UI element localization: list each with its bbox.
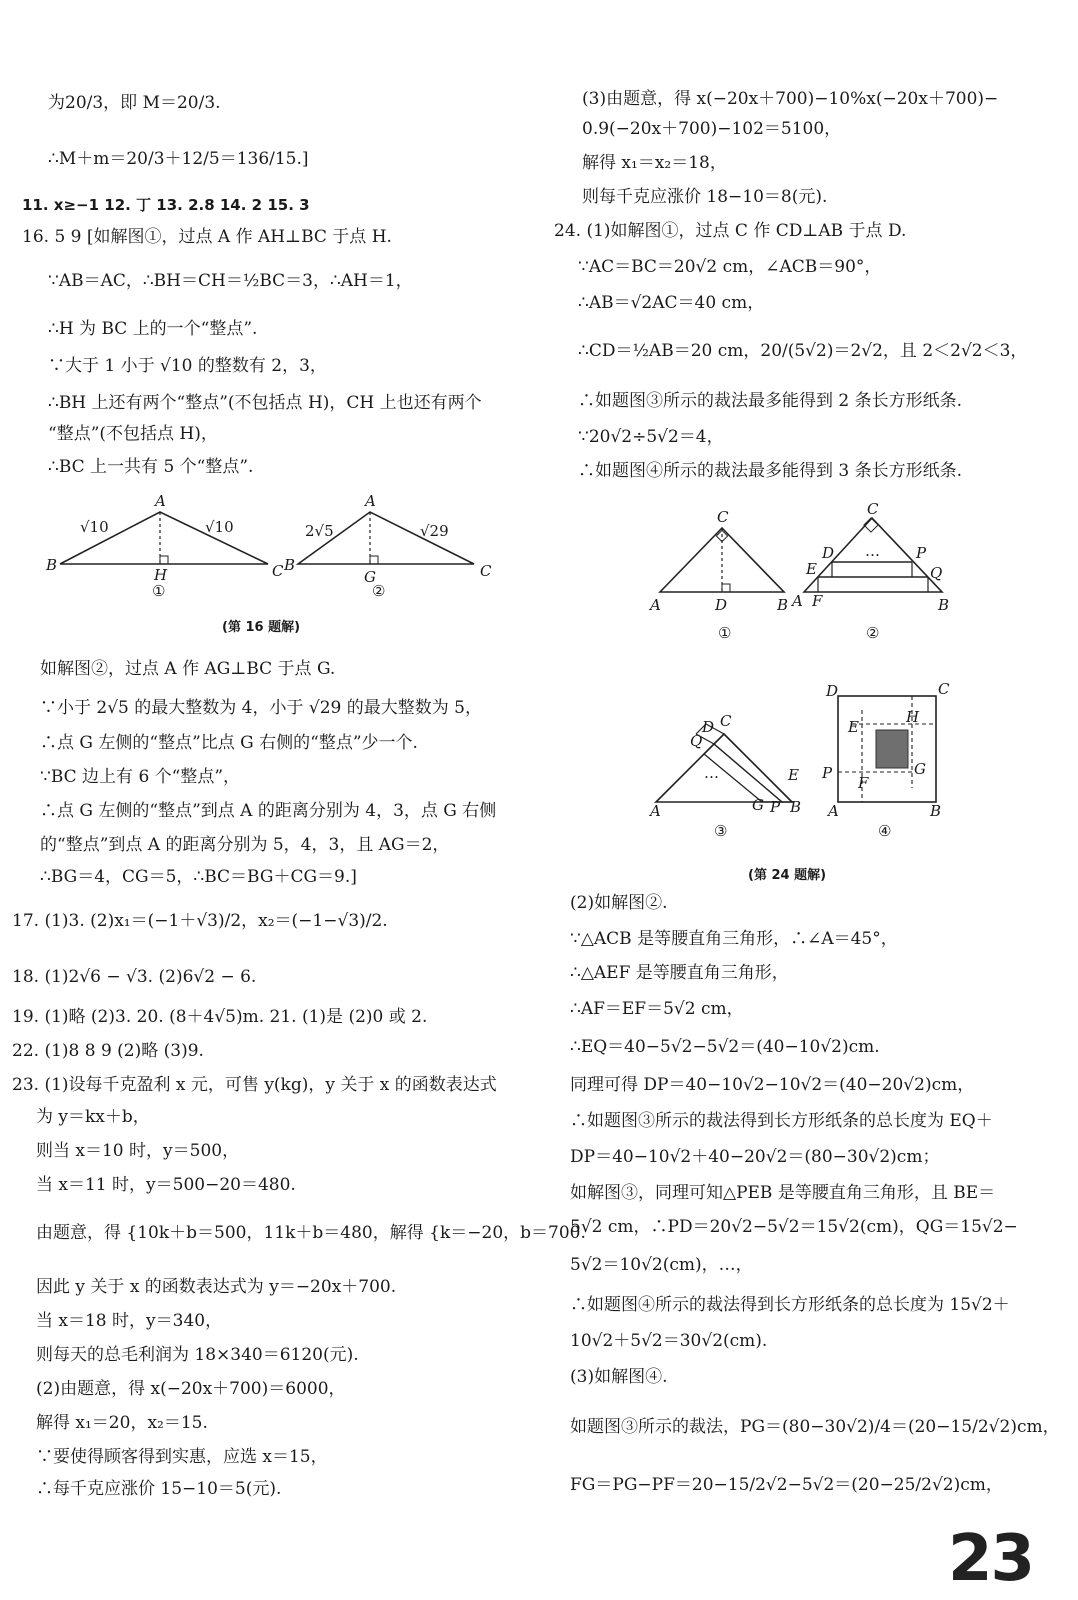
figure-24-3: [648, 712, 801, 840]
text-line: 如题图③所示的裁法，PG＝(80−30√2)/4＝(20−15/2√2)cm，: [570, 1417, 1060, 1437]
text-line: 为20/3，即 M＝20/3.: [48, 93, 221, 113]
text-line: ∵BC 边上有 6 个“整点”，: [40, 767, 241, 787]
label-D: D: [715, 596, 728, 614]
label-B: B: [790, 798, 802, 816]
triangle-2: [283, 492, 492, 600]
figure-number: ④: [878, 822, 892, 840]
text-line: 如解图③，同理可知△PEB 是等腰直角三角形，且 BE＝: [570, 1183, 996, 1203]
figure-number: ③: [714, 822, 728, 840]
label-B: B: [284, 556, 296, 574]
text-line: ∵要使得顾客得到实惠，应选 x＝15，: [36, 1447, 328, 1467]
label-Q: Q: [690, 732, 703, 750]
label-G: G: [364, 568, 376, 586]
label-B: B: [46, 556, 58, 574]
label-C: C: [717, 508, 729, 526]
label-D: D: [826, 682, 839, 700]
text-line: 当 x＝18 时，y＝340，: [36, 1311, 223, 1331]
figure-24-4: [821, 680, 950, 840]
figure-number: ②: [372, 582, 386, 600]
text-line: ∴点 G 左侧的“整点”到点 A 的距离分别为 4，3，点 G 右侧: [40, 801, 497, 821]
dots: …: [865, 542, 880, 560]
text-line: (2)如解图②.: [570, 893, 668, 913]
text-line: ∵△ACB 是等腰直角三角形，∴∠A＝45°，: [570, 929, 898, 949]
figure-number: ①: [152, 582, 166, 600]
label-A: A: [650, 596, 661, 614]
answer-line: 17. (1)3. (2)x₁＝(−1＋√3)/2，x₂＝(−1−√3)/2.: [12, 911, 388, 931]
figure-24-1: [648, 508, 788, 642]
text-line: ∵AB＝AC，∴BH＝CH＝½BC＝3，∴AH＝1，: [48, 271, 413, 291]
text-line: 5√2＝10√2(cm)，…，: [570, 1255, 753, 1275]
figure-number: ②: [866, 624, 880, 642]
label-side: 2√5: [305, 522, 334, 540]
text-line: 因此 y 关于 x 的函数表达式为 y＝−20x＋700.: [36, 1277, 397, 1297]
label-A: A: [792, 592, 803, 610]
text-line: 则当 x＝10 时，y＝500，: [36, 1141, 240, 1161]
text-line: 解得 x₁＝20，x₂＝15.: [36, 1413, 208, 1433]
text-line: ∴EQ＝40−5√2−5√2＝(40−10√2)cm.: [570, 1037, 880, 1057]
text-line: 23. (1)设每千克盈利 x 元，可售 y(kg)，y 关于 x 的函数表达式: [12, 1075, 497, 1095]
figure-caption: (第 16 题解): [222, 620, 301, 635]
text-line: 解得 x₁＝x₂＝18，: [582, 153, 727, 173]
text-line: ∴BH 上还有两个“整点”(不包括点 H)，CH 上也还有两个: [48, 393, 482, 413]
text-line: ∵AC＝BC＝20√2 cm，∠ACB＝90°，: [578, 257, 882, 277]
label-G: G: [752, 796, 764, 814]
label-H: H: [906, 708, 920, 726]
figure-caption: (第 24 题解): [748, 868, 827, 883]
label-B: B: [777, 596, 789, 614]
text-line: 5√2 cm，∴PD＝20√2−5√2＝15√2(cm)，QG＝15√2−: [570, 1217, 1018, 1237]
answer-line: 22. (1)8 8 9 (2)略 (3)9.: [12, 1041, 204, 1061]
text-line: 由题意，得 {10k＋b＝500，11k＋b＝480，解得 {k＝−20，b＝700.: [36, 1223, 586, 1243]
triangle-1: [45, 492, 284, 600]
text-line: ∴H 为 BC 上的一个“整点”.: [48, 319, 258, 339]
text-line: 16. 5 9 [如解图①，过点 A 作 AH⊥BC 于点 H.: [22, 227, 392, 247]
text-line: ∴BC 上一共有 5 个“整点”.: [48, 457, 254, 477]
text-line: ∴如题图④所示的裁法最多能得到 3 条长方形纸条.: [578, 461, 963, 481]
page-number: 23: [948, 1522, 1034, 1596]
text-line: 如解图②，过点 A 作 AG⊥BC 于点 G.: [40, 659, 336, 679]
label-P: P: [822, 764, 833, 782]
label-side: √10: [80, 518, 109, 536]
label-C: C: [867, 500, 879, 518]
answer-line: 19. (1)略 (2)3. 20. (8＋4√5)m. 21. (1)是 (2)0 或 2.: [12, 1007, 428, 1027]
text-line: ∴BG＝4，CG＝5，∴BC＝BG＋CG＝9.]: [40, 867, 357, 887]
label-A: A: [650, 802, 661, 820]
label-Q: Q: [930, 564, 943, 582]
label-G: G: [914, 760, 926, 778]
text-line: ∴AB＝√2AC＝40 cm，: [578, 293, 765, 313]
text-line: ∴CD＝½AB＝20 cm，20/(5√2)＝2√2，且 2＜2√2＜3，: [578, 341, 1028, 361]
text-line: ∴每千克应涨价 15−10＝5(元).: [36, 1479, 282, 1499]
text-line: ∵20√2÷5√2＝4，: [578, 427, 724, 447]
label-E: E: [806, 560, 817, 578]
label-A: A: [828, 802, 839, 820]
text-line: (3)由题意，得 x(−20x＋700)−10%x(−20x＋700)−: [582, 89, 999, 109]
text-line: 则每千克应涨价 18−10＝8(元).: [582, 187, 828, 207]
text-line: 0.9(−20x＋700)−102＝5100，: [582, 119, 842, 139]
label-E: E: [788, 766, 799, 784]
text-line: 则每天的总毛利润为 18×340＝6120(元).: [36, 1345, 359, 1365]
answer-line: 11. x≥−1 12. 丁 13. 2.8 14. 2 15. 3: [22, 196, 310, 214]
text-line: FG＝PG−PF＝20−15/2√2−5√2＝(20−25/2√2)cm，: [570, 1475, 1003, 1495]
text-line: 同理可得 DP＝40−10√2−10√2＝(40−20√2)cm，: [570, 1075, 975, 1095]
text-line: 10√2＋5√2＝30√2(cm).: [570, 1331, 768, 1351]
text-line: 的“整点”到点 A 的距离分别为 5，4，3，且 AG＝2，: [40, 835, 450, 855]
label-D: D: [702, 718, 715, 736]
label-A: A: [365, 492, 376, 510]
text-line: “整点”(不包括点 H)，: [48, 424, 218, 444]
label-C: C: [480, 562, 492, 580]
figure-24: [640, 500, 970, 860]
figure-16: [40, 492, 510, 612]
label-C: C: [938, 680, 950, 698]
label-C: C: [720, 712, 732, 730]
text-line: 当 x＝11 时，y＝500−20＝480.: [36, 1175, 296, 1195]
text-line: ∴M＋m＝20/3＋12/5＝136/15.]: [48, 149, 309, 169]
answer-line: 18. (1)2√6 − √3. (2)6√2 − 6.: [12, 967, 257, 987]
label-P: P: [770, 798, 781, 816]
figure-24-2: [790, 500, 949, 642]
text-line: 为 y＝kx＋b，: [36, 1107, 150, 1127]
label-P: P: [916, 544, 927, 562]
label-side: √10: [205, 518, 234, 536]
text-line: ∴点 G 左侧的“整点”比点 G 右侧的“整点”少一个.: [40, 733, 418, 753]
label-E: E: [848, 718, 859, 736]
text-line: ∴如题图③所示的裁法得到长方形纸条的总长度为 EQ＋: [570, 1111, 993, 1131]
text-line: (3)如解图④.: [570, 1367, 668, 1387]
figure-number: ①: [718, 624, 732, 642]
text-line: (2)由题意，得 x(−20x＋700)＝6000，: [36, 1379, 346, 1399]
text-line: ∵小于 2√5 的最大整数为 4，小于 √29 的最大整数为 5，: [40, 698, 482, 718]
text-line: DP＝40−10√2＋40−20√2＝(80−30√2)cm；: [570, 1147, 940, 1167]
label-H: H: [154, 566, 168, 584]
label-A: A: [155, 492, 166, 510]
text-line: ∴如题图③所示的裁法最多能得到 2 条长方形纸条.: [578, 391, 963, 411]
dots: …: [704, 764, 719, 782]
label-F: F: [858, 774, 869, 792]
label-side: √29: [420, 522, 449, 540]
text-line: ∵大于 1 小于 √10 的整数有 2，3，: [48, 356, 327, 376]
label-B: B: [938, 596, 950, 614]
label-C: C: [272, 562, 284, 580]
label-F: F: [812, 592, 823, 610]
text-line: 24. (1)如解图①，过点 C 作 CD⊥AB 于点 D.: [554, 221, 907, 241]
label-B: B: [930, 802, 942, 820]
text-line: ∴AF＝EF＝5√2 cm，: [570, 999, 744, 1019]
label-D: D: [822, 544, 835, 562]
text-line: ∴△AEF 是等腰直角三角形，: [570, 963, 789, 983]
text-line: ∴如题图④所示的裁法得到长方形纸条的总长度为 15√2＋: [570, 1295, 1010, 1315]
